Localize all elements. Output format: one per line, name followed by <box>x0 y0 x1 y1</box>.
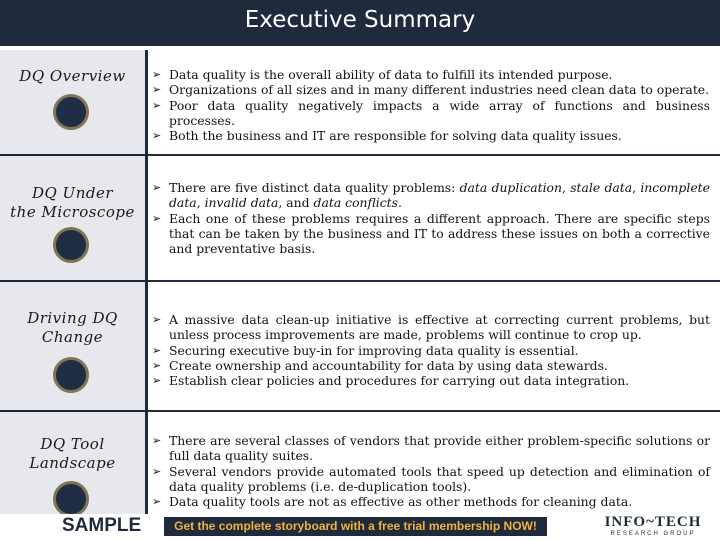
problem-term: data conflicts <box>313 195 399 211</box>
list-item: ➢ Data quality tools are not as effective as other methods for cleaning data. <box>152 494 710 509</box>
list-item: ➢ Establish clear policies and procedures for carrying out data integration. <box>152 373 710 388</box>
logo-name: INFO~TECH <box>604 514 702 530</box>
section-circle-icon <box>53 227 89 263</box>
label-line: the Microscope <box>10 203 135 221</box>
section-circle-icon <box>53 94 89 130</box>
page-title: Executive Summary <box>244 7 476 33</box>
section-label-driving-dq-change <box>0 309 145 347</box>
section-circle-icon <box>53 357 89 393</box>
section-divider <box>0 280 720 282</box>
title-bar <box>0 0 720 46</box>
label-line: DQ Under <box>31 184 114 202</box>
list-item: ➢ Organizations of all sizes and in many different industries need clean data to operate. <box>152 82 710 97</box>
list-item: ➢ Both the business and IT are responsible for solving data quality issues. <box>152 128 710 143</box>
list-item: ➢ Data quality is the overall ability of data to fulfill its intended purpose. <box>152 67 710 82</box>
problem-term: data duplication <box>459 180 563 195</box>
list-item: ➢ Several vendors provide automated tools that speed up detection and elimination of data quality problems (i.e. de-duplication tools). <box>152 464 710 495</box>
label-line: Driving DQ <box>27 309 118 327</box>
bullet-list-dq-tool-landscape <box>152 433 710 509</box>
section-label-dq-overview: DQ Overview <box>19 67 126 85</box>
list-item: ➢ Create ownership and accountability for data by using data stewards. <box>152 358 710 373</box>
bullet-list-dq-overview <box>152 67 710 143</box>
section-label-dq-under-microscope <box>0 184 145 222</box>
bullet-text: There are five distinct data quality problems: <box>169 180 460 195</box>
list-item: ➢ Poor data quality negatively impacts a wide array of functions and business processes. <box>152 98 710 129</box>
problem-term: invalid data <box>204 195 279 211</box>
list-item <box>152 180 710 211</box>
problem-term: incomplete data <box>169 180 710 211</box>
section-divider <box>0 154 720 156</box>
list-item: ➢ A massive data clean-up initiative is effective at correcting current problems, but unless process improvements are made, problems will continue to crop up. <box>152 312 710 343</box>
label-line: Change <box>41 328 104 346</box>
column-divider <box>145 50 148 514</box>
promo-banner-text[interactable]: Get the complete storyboard with a free trial membership NOW! <box>174 519 537 533</box>
section-label-dq-tool-landscape <box>0 435 145 473</box>
list-item: ➢ There are several classes of vendors that provide either problem-specific solutions or full data quality suites. <box>152 433 710 464</box>
sample-watermark: SAMPLE <box>62 515 142 536</box>
separator: . <box>398 195 402 211</box>
section-divider <box>0 410 720 412</box>
promo-banner[interactable] <box>164 517 547 536</box>
bullet-list-dq-under-microscope <box>152 180 710 256</box>
separator: , <box>632 180 641 195</box>
bullet-list-driving-dq-change <box>152 312 710 388</box>
separator: , and <box>278 195 314 211</box>
info-tech-logo <box>588 514 718 540</box>
separator: , <box>562 180 571 195</box>
problem-term: stale data <box>570 180 633 195</box>
list-item: ➢ Each one of these problems requires a different approach. There are specific steps that can be taken by the business and IT to address these issues on both a corrective and preventative basis. <box>152 211 710 257</box>
label-line: DQ Tool <box>40 435 105 453</box>
logo-subtitle: RESEARCH GROUP <box>610 531 696 537</box>
separator: , <box>196 195 205 211</box>
label-line: Landscape <box>29 454 116 472</box>
section-circle-icon <box>53 481 89 517</box>
list-item: ➢ Securing executive buy-in for improving data quality is essential. <box>152 343 710 358</box>
